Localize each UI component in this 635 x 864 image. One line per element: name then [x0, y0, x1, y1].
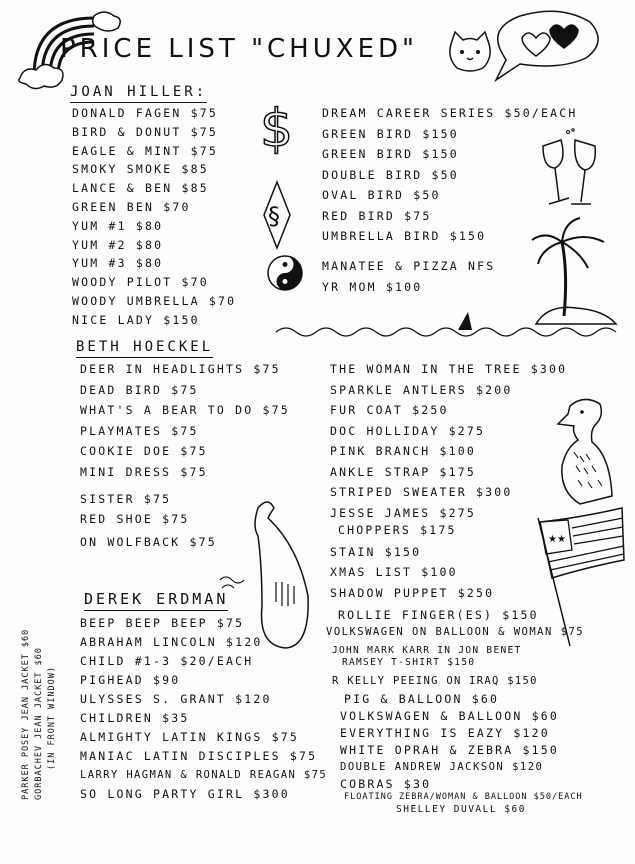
list-item: DOUBLE BIRD $50	[322, 167, 459, 182]
list-item: DOUBLE ANDREW JACKSON $120	[340, 761, 544, 773]
list-item: JESSE JAMES $275	[330, 505, 476, 520]
list-item: VOLKSWAGEN & BALLOON $60	[340, 709, 559, 723]
list-item: PINK BRANCH $100	[330, 444, 476, 458]
list-item: YUM #2 $80	[72, 237, 164, 252]
list-item: GREEN BEN $70	[72, 199, 191, 214]
page-title: PRICE LIST "CHUXED"	[60, 34, 418, 64]
list-item: LANCE & BEN $85	[72, 181, 209, 196]
list-item: NICE LADY $150	[72, 312, 200, 327]
list-item: SISTER $75	[80, 491, 172, 506]
wave-shark-icon	[276, 310, 616, 340]
list-item: STAIN $150	[330, 544, 422, 559]
champagne-glasses-icon	[535, 128, 615, 213]
list-item: ANKLE STRAP $175	[330, 464, 476, 479]
list-item: DOC HOLLIDAY $275	[330, 423, 486, 438]
list-item: JOHN MARK KARR IN JON BENET	[332, 645, 522, 656]
list-item: CHOPPERS $175	[338, 522, 457, 537]
list-item: FUR COAT $250	[330, 403, 449, 417]
side-note	[20, 629, 59, 800]
list-item: PIGHEAD $90	[80, 673, 181, 687]
side-note-line-3: (IN FRONT WINDOW)	[47, 666, 57, 770]
list-item: WHITE OPRAH & ZEBRA $150	[340, 743, 559, 757]
cat-face-icon	[445, 30, 495, 75]
list-item: PIG & BALLOON $60	[344, 692, 500, 706]
list-item: UMBRELLA BIRD $150	[322, 229, 487, 243]
list-item: MANIAC LATIN DISCIPLES $75	[80, 749, 318, 763]
derek-column-1	[80, 618, 327, 808]
heart-speech-bubble-icon	[490, 8, 605, 83]
list-item: RAMSEY T-SHIRT $150	[342, 657, 476, 668]
list-item: ALMIGHTY LATIN KINGS $75	[80, 730, 299, 744]
yin-yang-icon	[266, 254, 304, 292]
list-item: YUM #3 $80	[72, 256, 164, 271]
list-item: EAGLE & MINT $75	[72, 143, 218, 158]
joan-column-1	[72, 108, 236, 334]
list-item: MINI DRESS $75	[80, 464, 208, 479]
section-heading-derek-erdman: DEREK ERDMAN	[84, 590, 228, 611]
list-item: GREEN BIRD $150	[322, 126, 459, 141]
list-item: STRIPED SWEATER $300	[330, 485, 513, 499]
list-item: ON WOLFBACK $75	[80, 535, 217, 549]
svg-text:$: $	[260, 99, 294, 159]
list-item: VOLKSWAGEN ON BALLOON & WOMAN $75	[326, 626, 585, 638]
section-heading-beth-hoeckel: BETH HOECKEL	[76, 339, 213, 358]
section-heading-joan-hiller: JOAN HILLER:	[70, 84, 207, 103]
list-item: OVAL BIRD $50	[322, 188, 441, 202]
list-item: DEAD BIRD $75	[80, 382, 199, 397]
list-item: BIRD & DONUT $75	[72, 124, 218, 139]
list-item: WHAT'S A BEAR TO DO $75	[80, 403, 290, 417]
list-item: SMOKY SMOKE $85	[72, 162, 209, 177]
list-item: PLAYMATES $75	[80, 423, 199, 438]
list-item: ULYSSES S. GRANT $120	[80, 692, 272, 706]
list-item: SO LONG PARTY GIRL $300	[80, 787, 290, 801]
list-item: GREEN BIRD $150	[322, 147, 459, 161]
list-item: XMAS LIST $100	[330, 565, 458, 579]
list-item: LARRY HAGMAN & RONALD REAGAN $75	[80, 769, 328, 781]
list-item: ABRAHAM LINCOLN $120	[80, 635, 263, 649]
side-note-line-1: PARKER POSEY JEAN JACKET $60	[21, 628, 31, 800]
derek-column-2	[326, 610, 584, 817]
list-item: CHILD #1-3 $20/EACH	[80, 654, 254, 668]
list-item: YUM #1 $80	[72, 218, 164, 233]
dollar-sign-icon	[258, 94, 298, 160]
list-item: YR MOM $100	[322, 279, 423, 294]
list-item: BEEP BEEP BEEP $75	[80, 616, 245, 630]
list-item: THE WOMAN IN THE TREE $300	[330, 362, 568, 376]
list-item: WOODY UMBRELLA $70	[72, 293, 237, 308]
list-item: DONALD FAGEN $75	[72, 106, 218, 120]
list-item: ROLLIE FINGER(ES) $150	[338, 608, 539, 622]
list-item: MANATEE & PIZZA NFS	[322, 259, 496, 273]
list-item: FLOATING ZEBRA/WOMAN & BALLOON $50/EACH	[344, 792, 583, 802]
list-item: CHILDREN $35	[80, 711, 190, 725]
list-item: DREAM CAREER SERIES $50/EACH	[322, 106, 578, 120]
list-item: EVERYTHING IS EAZY $120	[340, 726, 550, 740]
svg-text:★★: ★★	[548, 534, 566, 545]
list-item: WOODY PILOT $70	[72, 275, 209, 290]
list-item: R KELLY PEEING ON IRAQ $150	[332, 675, 538, 687]
list-item: RED SHOE $75	[80, 512, 190, 526]
list-item: DEER IN HEADLIGHTS $75	[80, 362, 281, 376]
list-item: SPARKLE ANTLERS $200	[330, 382, 513, 397]
list-item: SHADOW PUPPET $250	[330, 585, 495, 600]
list-item: SHELLEY DUVALL $60	[396, 804, 526, 815]
list-item: COBRAS $30	[340, 777, 432, 791]
svg-text:§: §	[268, 202, 280, 230]
ampersand-icon	[262, 180, 292, 250]
eagle-icon	[550, 396, 620, 511]
list-item: RED BIRD $75	[322, 208, 432, 223]
side-note-line-2: GORBACHEV JEAN JACKET $60	[34, 647, 44, 800]
list-item: COOKIE DOE $75	[80, 444, 208, 458]
